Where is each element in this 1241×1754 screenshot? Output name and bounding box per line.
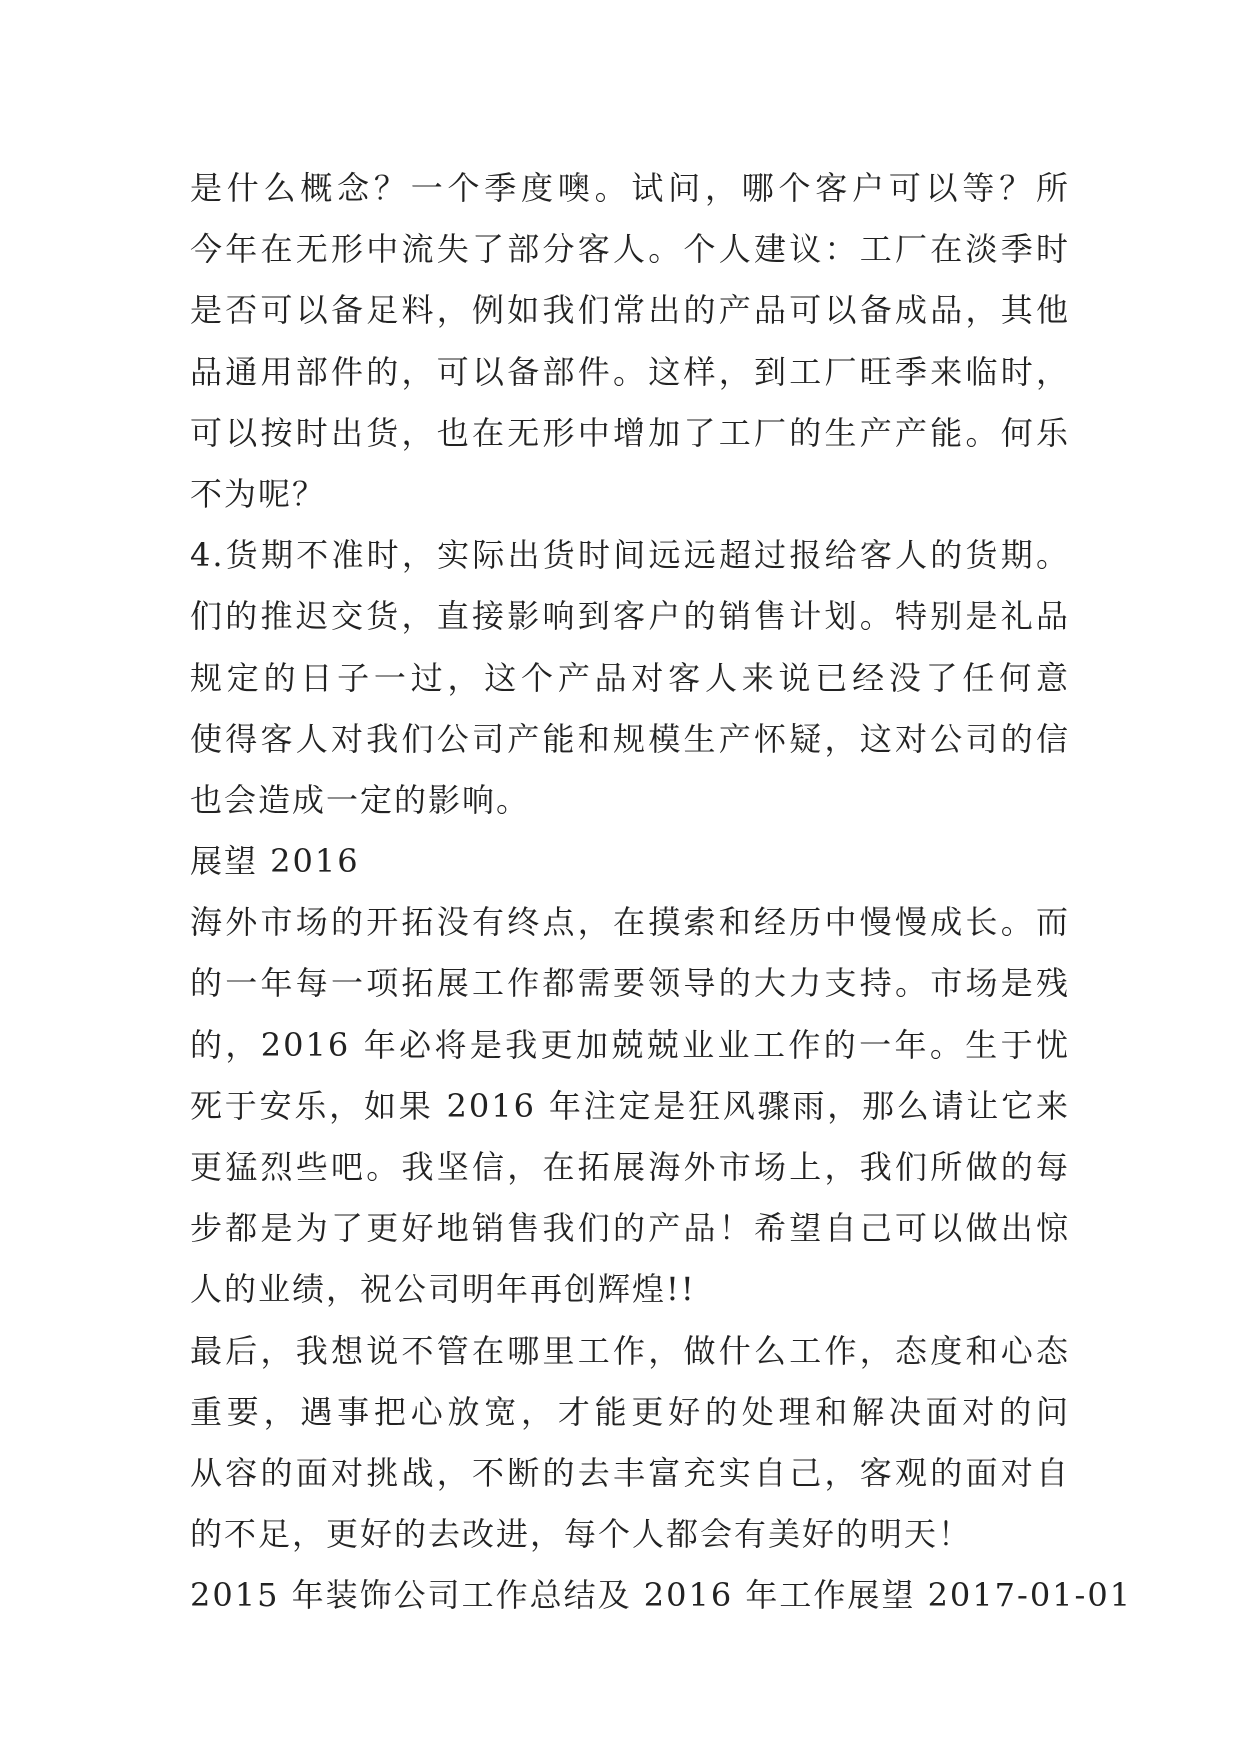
paragraph-capacity-suggestion (190, 158, 1070, 525)
text-line: 从容的面对挑战，不断的去丰富充实自己，客观的面对自 (190, 1453, 1070, 1492)
text-line: 海外市场的开拓没有终点，在摸索和经历中慢慢成长。而 (190, 903, 1070, 942)
text-line: 更猛烈些吧。我坚信，在拓展海外市场上，我们所做的每 (190, 1148, 1070, 1186)
text-line: 不为呢？ (190, 474, 327, 513)
section-heading-outlook (190, 831, 1070, 892)
paragraph-delivery-delay (190, 525, 1070, 831)
text-line: 今年在无形中流失了部分客人。个人建议：工厂在淡季时 (190, 230, 1070, 269)
text-line: 步都是为了更好地销售我们的产品！希望自己可以做出惊 (190, 1209, 1070, 1248)
text-line: 的不足，更好的去改进，每个人都会有美好的明天！ (190, 1515, 973, 1554)
text-line: 也会造成一定的影响。 (190, 780, 531, 819)
heading-text: 展望 2016 (190, 842, 360, 881)
paragraph-closing (190, 1321, 1070, 1566)
text-line: 规定的日子一过，这个产品对客人来说已经没了任何意 (190, 658, 1070, 697)
document-title-footer (190, 1565, 1133, 1626)
document-body (190, 158, 1133, 1627)
text-line: 可以按时出货，也在无形中增加了工厂的生产产能。何乐 (190, 413, 1070, 452)
footer-title-text: 2015 年装饰公司工作总结及 2016 年工作展望 2017-01-01 (190, 1576, 1133, 1615)
text-line: 使得客人对我们公司产能和规模生产怀疑，这对公司的信 (190, 719, 1070, 758)
text-line: 是什么概念？一个季度噢。试问，哪个客户可以等？所 (190, 169, 1070, 207)
text-line: 最后，我想说不管在哪里工作，做什么工作，态度和心态 (190, 1331, 1070, 1370)
text-line: 品通用部件的，可以备部件。这样，到工厂旺季来临时， (190, 352, 1070, 391)
text-line: 死于安乐，如果 2016 年注定是狂风骤雨，那么请让它来 (190, 1086, 1070, 1125)
text-line: 是否可以备足料，例如我们常出的产品可以备成品，其他 (190, 291, 1070, 330)
text-line: 的一年每一项拓展工作都需要领导的大力支持。市场是残 (190, 964, 1070, 1003)
text-line: 4.货期不准时，实际出货时间远远超过报给客人的货期。 (190, 536, 1070, 575)
paragraph-outlook (190, 892, 1070, 1320)
text-line: 们的推迟交货，直接影响到客户的销售计划。特别是礼品 (190, 597, 1070, 636)
text-line: 人的业绩，祝公司明年再创辉煌!! (190, 1270, 696, 1309)
text-line: 重要，遇事把心放宽，才能更好的处理和解决面对的问 (190, 1392, 1070, 1431)
text-line: 的，2016 年必将是我更加兢兢业业工作的一年。生于忧 (190, 1025, 1070, 1064)
